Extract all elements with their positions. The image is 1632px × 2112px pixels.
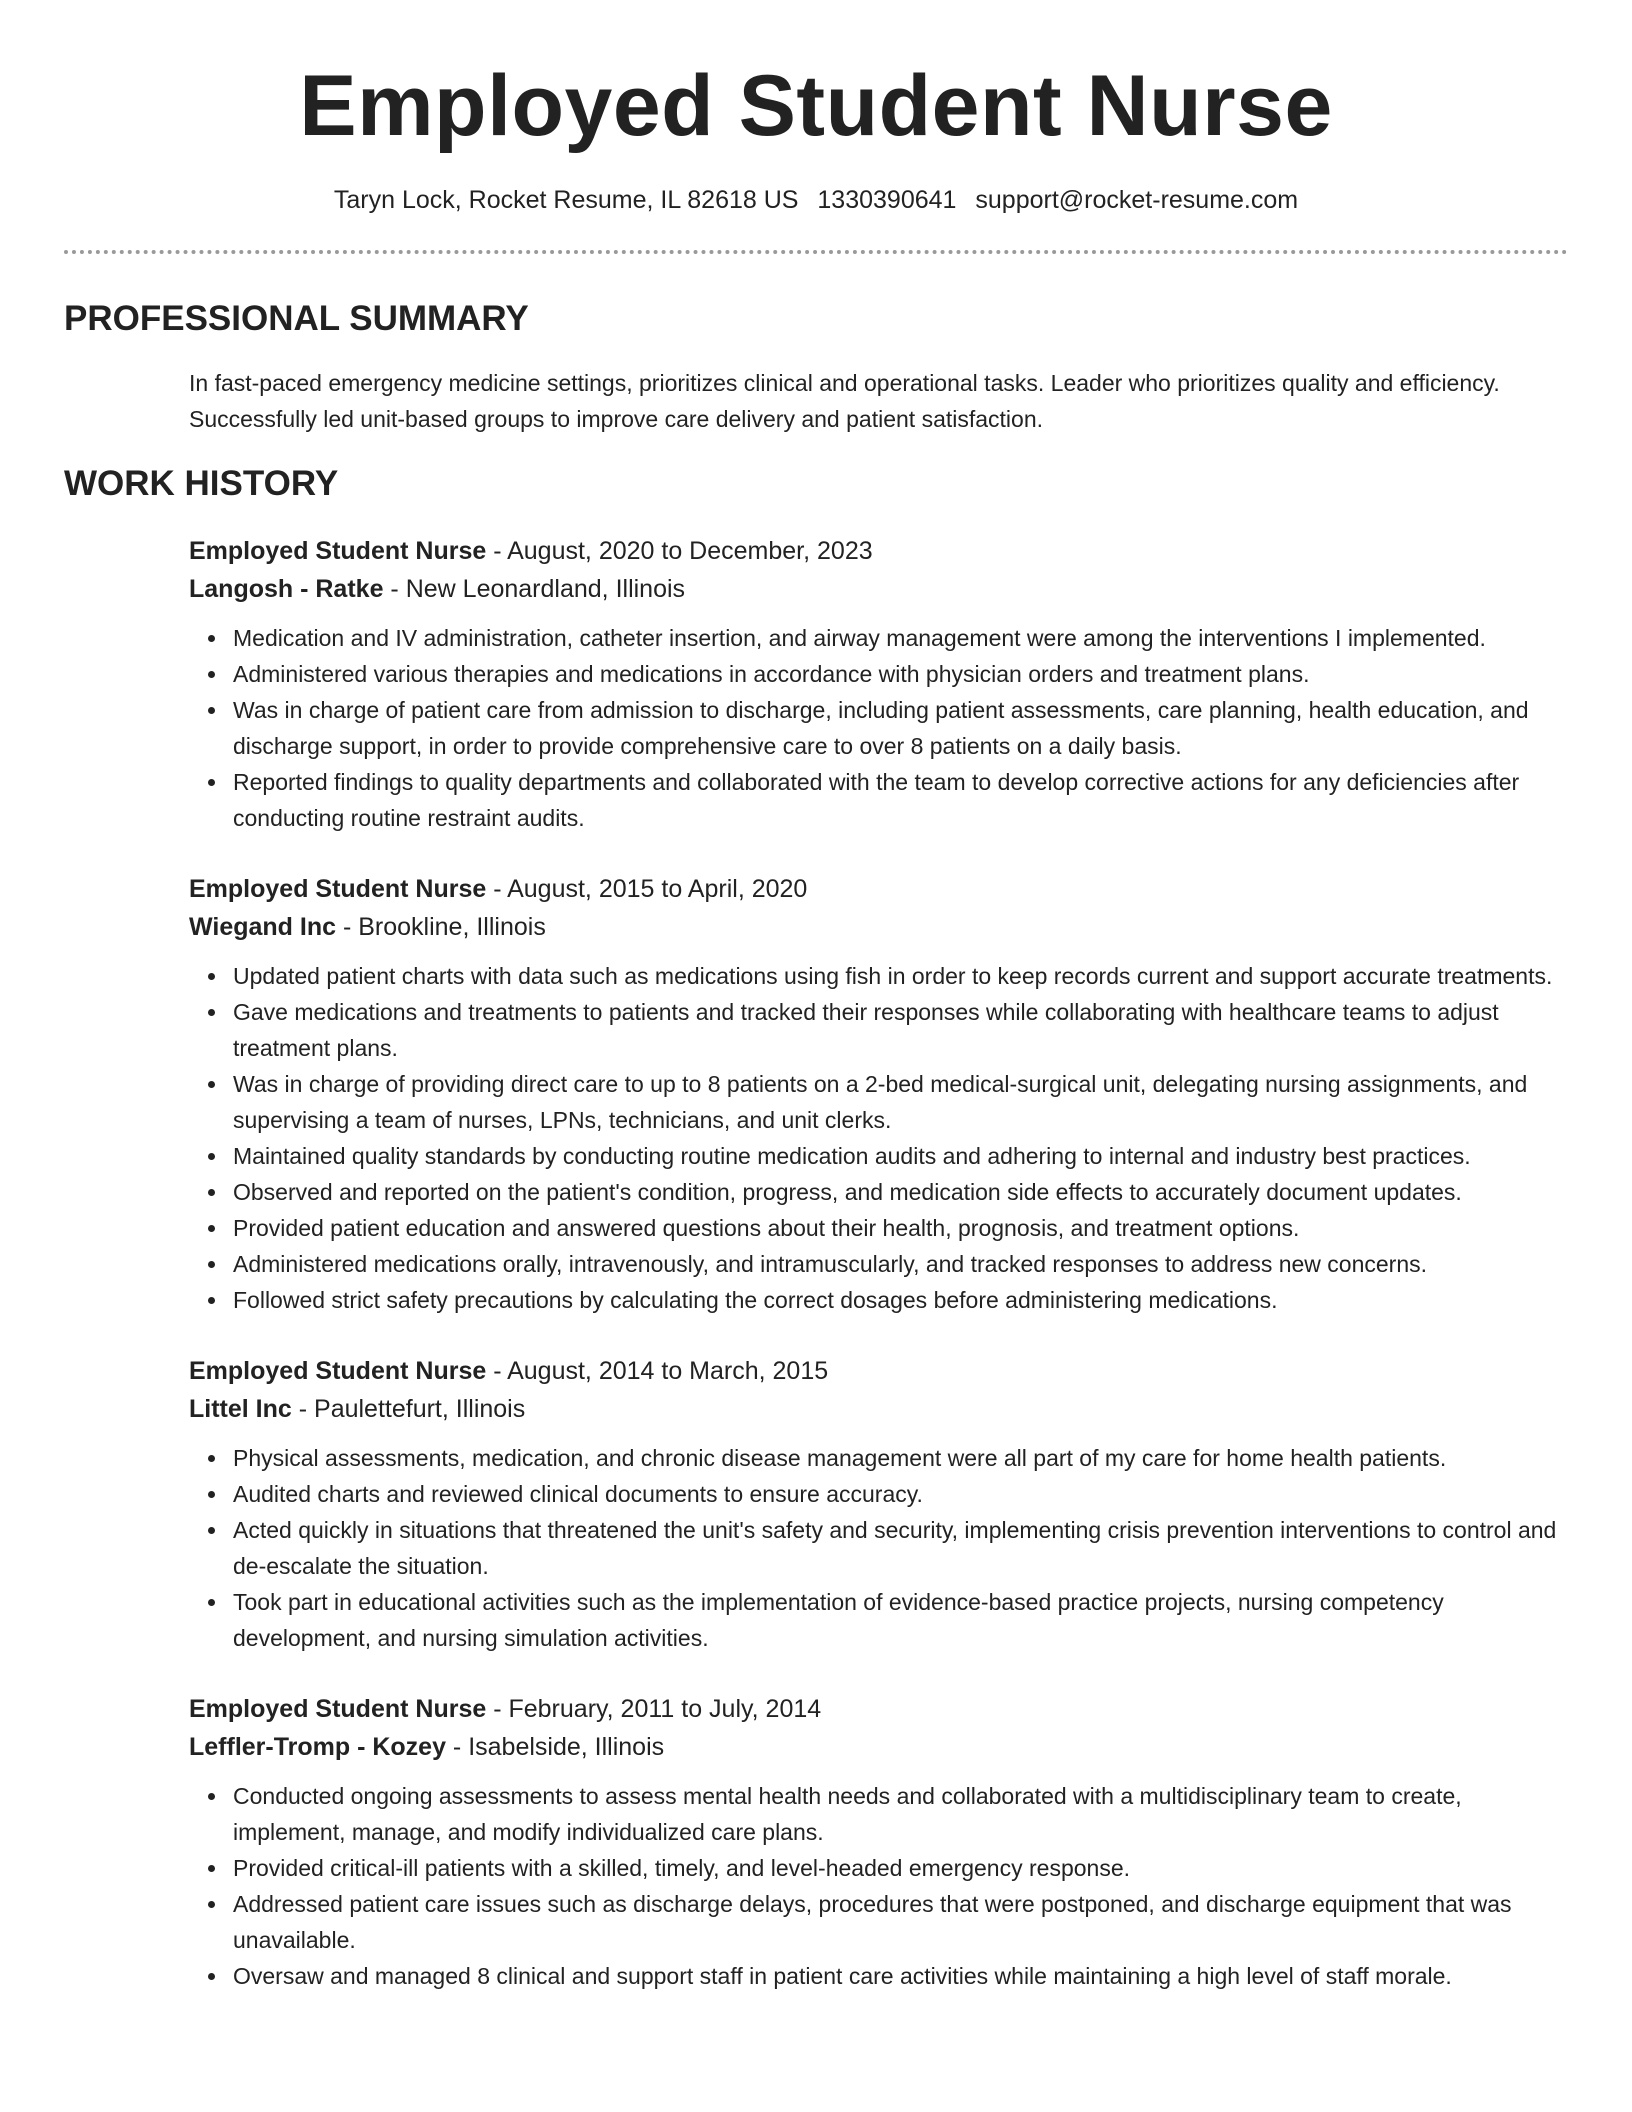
summary-text: In fast-paced emergency medicine settings, prioritizes clinical and operational tasks. Leader who prioritizes quality and efficiency. Successfully led unit-based groups to improve care delivery and patient satisfaction. bbox=[189, 370, 1500, 432]
job-role: Employed Student Nurse bbox=[189, 537, 487, 565]
job-bullet: Addressed patient care issues such as discharge delays, procedures that were postponed, and discharge equipment that was unavailable. bbox=[233, 1886, 1569, 1958]
job-bullet: Oversaw and managed 8 clinical and support staff in patient care activities while maintaining a high level of staff morale. bbox=[233, 1958, 1569, 1994]
job-bullet: Administered medications orally, intravenously, and intramuscularly, and tracked responses to address new concerns. bbox=[233, 1246, 1569, 1282]
job-location: - Paulettefurt, Illinois bbox=[291, 1395, 526, 1423]
job-dates: - August, 2020 to December, 2023 bbox=[486, 537, 873, 565]
job-company-line bbox=[189, 1728, 1569, 1766]
job-bullet: Was in charge of patient care from admission to discharge, including patient assessments, care planning, health education, and discharge support, in order to provide comprehensive care to over 8 patients on a daily basis. bbox=[233, 692, 1569, 764]
contact-address: Taryn Lock, Rocket Resume, IL 82618 US bbox=[333, 186, 799, 214]
job-location: - Brookline, Illinois bbox=[336, 913, 546, 941]
job-location: - New Leonardland, Illinois bbox=[383, 575, 686, 603]
contact-phone: 1330390641 bbox=[817, 186, 957, 214]
job-bullet: Conducted ongoing assessments to assess mental health needs and collaborated with a multidisciplinary team to create, implement, manage, and modify individualized care plans. bbox=[233, 1778, 1569, 1850]
job-title-line bbox=[189, 870, 1569, 908]
job-role: Employed Student Nurse bbox=[189, 875, 487, 903]
summary-heading: PROFESSIONAL SUMMARY bbox=[64, 299, 529, 338]
job-bullets bbox=[189, 958, 1569, 1318]
job-company: Langosh - Ratke bbox=[189, 575, 384, 603]
resume-header bbox=[0, 0, 1632, 216]
job-role: Employed Student Nurse bbox=[189, 1695, 487, 1723]
job-entry bbox=[189, 870, 1569, 1318]
job-bullet: Took part in educational activities such as the implementation of evidence-based practice projects, nursing competency development, and nursing simulation activities. bbox=[233, 1584, 1569, 1656]
job-entry bbox=[189, 1690, 1569, 1994]
job-bullet: Provided patient education and answered questions about their health, prognosis, and treatment options. bbox=[233, 1210, 1569, 1246]
job-role: Employed Student Nurse bbox=[189, 1357, 487, 1385]
job-company: Littel Inc bbox=[189, 1395, 292, 1423]
job-bullet: Reported findings to quality departments and collaborated with the team to develop corrective actions for any deficiencies after conducting routine restraint audits. bbox=[233, 764, 1569, 836]
job-company-line bbox=[189, 1390, 1569, 1428]
job-bullets bbox=[189, 620, 1569, 836]
job-title-line bbox=[189, 1352, 1569, 1390]
job-bullet: Maintained quality standards by conducting routine medication audits and adhering to internal and industry best practices. bbox=[233, 1138, 1569, 1174]
job-bullet: Provided critical-ill patients with a skilled, timely, and level-headed emergency response. bbox=[233, 1850, 1569, 1886]
job-entry bbox=[189, 1352, 1569, 1656]
job-bullet: Physical assessments, medication, and chronic disease management were all part of my care for home health patients. bbox=[233, 1440, 1569, 1476]
contact-line bbox=[0, 184, 1632, 216]
job-company: Leffler-Tromp - Kozey bbox=[189, 1733, 446, 1761]
job-dates: - February, 2011 to July, 2014 bbox=[486, 1695, 822, 1723]
job-bullet: Gave medications and treatments to patients and tracked their responses while collaborating with healthcare teams to adjust treatment plans. bbox=[233, 994, 1569, 1066]
work-history-list bbox=[189, 532, 1569, 2028]
job-title-line bbox=[189, 1690, 1569, 1728]
work-history-heading: WORK HISTORY bbox=[64, 464, 339, 503]
job-bullet: Followed strict safety precautions by calculating the correct dosages before administering medications. bbox=[233, 1282, 1569, 1318]
job-dates: - August, 2015 to April, 2020 bbox=[486, 875, 808, 903]
job-bullet: Updated patient charts with data such as medications using fish in order to keep records current and support accurate treatments. bbox=[233, 958, 1569, 994]
job-company-line bbox=[189, 570, 1569, 608]
job-bullet: Administered various therapies and medications in accordance with physician orders and treatment plans. bbox=[233, 656, 1569, 692]
job-bullet: Medication and IV administration, catheter insertion, and airway management were among the interventions I implemented. bbox=[233, 620, 1569, 656]
job-company-line bbox=[189, 908, 1569, 946]
candidate-name: Employed Student Nurse bbox=[299, 58, 1333, 154]
job-bullets bbox=[189, 1778, 1569, 1994]
job-location: - Isabelside, Illinois bbox=[445, 1733, 665, 1761]
job-entry bbox=[189, 532, 1569, 836]
job-company: Wiegand Inc bbox=[189, 913, 337, 941]
job-dates: - August, 2014 to March, 2015 bbox=[486, 1357, 829, 1385]
job-bullet: Audited charts and reviewed clinical documents to ensure accuracy. bbox=[233, 1476, 1569, 1512]
job-title-line bbox=[189, 532, 1569, 570]
job-bullet: Observed and reported on the patient's condition, progress, and medication side effects to accurately document updates. bbox=[233, 1174, 1569, 1210]
header-divider bbox=[64, 250, 1568, 254]
contact-email: support@rocket-resume.com bbox=[975, 186, 1299, 214]
job-bullet: Acted quickly in situations that threatened the unit's safety and security, implementing crisis prevention interventions to control and de-escalate the situation. bbox=[233, 1512, 1569, 1584]
job-bullet: Was in charge of providing direct care to up to 8 patients on a 2-bed medical-surgical unit, delegating nursing assignments, and supervising a team of nurses, LPNs, technicians, and unit clerks. bbox=[233, 1066, 1569, 1138]
job-bullets bbox=[189, 1440, 1569, 1656]
